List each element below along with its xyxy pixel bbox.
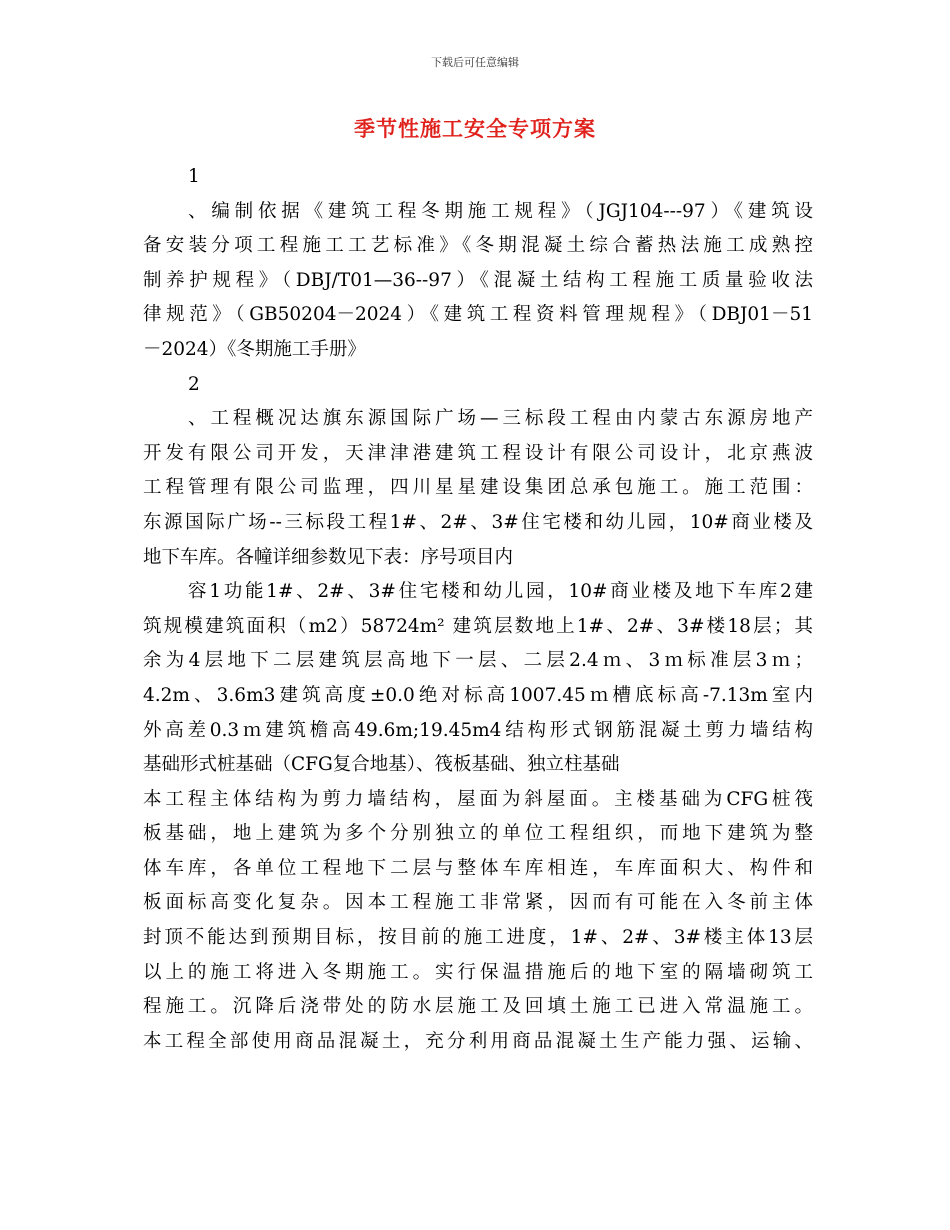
section-number-2: 2 xyxy=(188,373,200,395)
document-body xyxy=(143,160,813,1059)
body-line: 开发有限公司开发，天津津港建筑工程设计有限公司设计，北京燕波 xyxy=(143,442,813,464)
body-line: 律规范》（GB50204－2024）《建筑工程资料管理规程》（DBJ01－51 xyxy=(143,304,813,326)
body-line: 4.2m、3.6m3建筑高度±0.0绝对标高1007.45ｍ槽底标高-7.13m室内 xyxy=(143,684,813,706)
body-line: 本工程全部使用商品混凝土，充分利用商品混凝土生产能力强、运输、 xyxy=(143,1030,813,1052)
body-line: 余为4层地下二层建筑层高地下一层、二层2.4ｍ、3ｍ标准层3ｍ； xyxy=(143,650,813,672)
body-line: 容1功能1#、2#、3#住宅楼和幼儿园，10#商业楼及地下车库2建 xyxy=(188,581,813,603)
body-line: 筑规模建筑面积（m2）58724m² 建筑层数地上1#、2#、3#楼18层；其 xyxy=(143,615,813,637)
body-line: 、编制依据《建筑工程冬期施工规程》（JGJ104---97）《建筑设 xyxy=(188,200,813,222)
body-line: 板基础，地上建筑为多个分别独立的单位工程组织，而地下建筑为整 xyxy=(143,823,813,845)
body-line: 、工程概况达旗东源国际广场—三标段工程由内蒙古东源房地产 xyxy=(188,408,813,430)
document-title: 季节性施工安全专项方案 xyxy=(354,117,596,141)
section-number-1: 1 xyxy=(188,166,200,187)
body-line: 封顶不能达到预期目标，按目前的施工进度，1#、2#、3#楼主体13层 xyxy=(143,927,813,949)
body-line: 基础形式桩基础（CFG复合地基）、筏板基础、独立柱基础 xyxy=(143,754,620,776)
body-line: －2024）《冬期施工手册》 xyxy=(143,338,366,360)
body-line: 程施工。沉降后浇带处的防水层施工及回填土施工已进入常温施工。 xyxy=(143,996,813,1018)
body-line: 板面标高变化复杂。因本工程施工非常紧，因而有可能在入冬前主体 xyxy=(143,892,813,914)
body-line: 以上的施工将进入冬期施工。实行保温措施后的地下室的隔墙砌筑工 xyxy=(143,961,813,983)
body-line: 东源国际广场--三标段工程1#、2#、3#住宅楼和幼儿园，10#商业楼及 xyxy=(143,511,813,533)
header-note: 下载后可任意编辑 xyxy=(431,56,519,69)
body-line: 备安装分项工程施工工艺标准》《冬期混凝土综合蓄热法施工成熟控 xyxy=(143,235,813,257)
body-line: 工程管理有限公司监理，四川星星建设集团总承包施工。施工范围： xyxy=(143,477,813,499)
body-line: 本工程主体结构为剪力墙结构，屋面为斜屋面。主楼基础为CFG桩筏 xyxy=(143,788,813,810)
body-line: 制养护规程》（DBJ/T01—36--97）《混凝土结构工程施工质量验收法 xyxy=(143,269,813,291)
body-line: 外高差0.3ｍ建筑檐高49.6m;19.45m4结构形式钢筋混凝土剪力墙结构 xyxy=(143,719,813,741)
body-line: 体车库，各单位工程地下二层与整体车库相连，车库面积大、构件和 xyxy=(143,857,813,879)
body-line: 地下车库。各幢详细参数见下表：序号项目内 xyxy=(143,546,514,568)
